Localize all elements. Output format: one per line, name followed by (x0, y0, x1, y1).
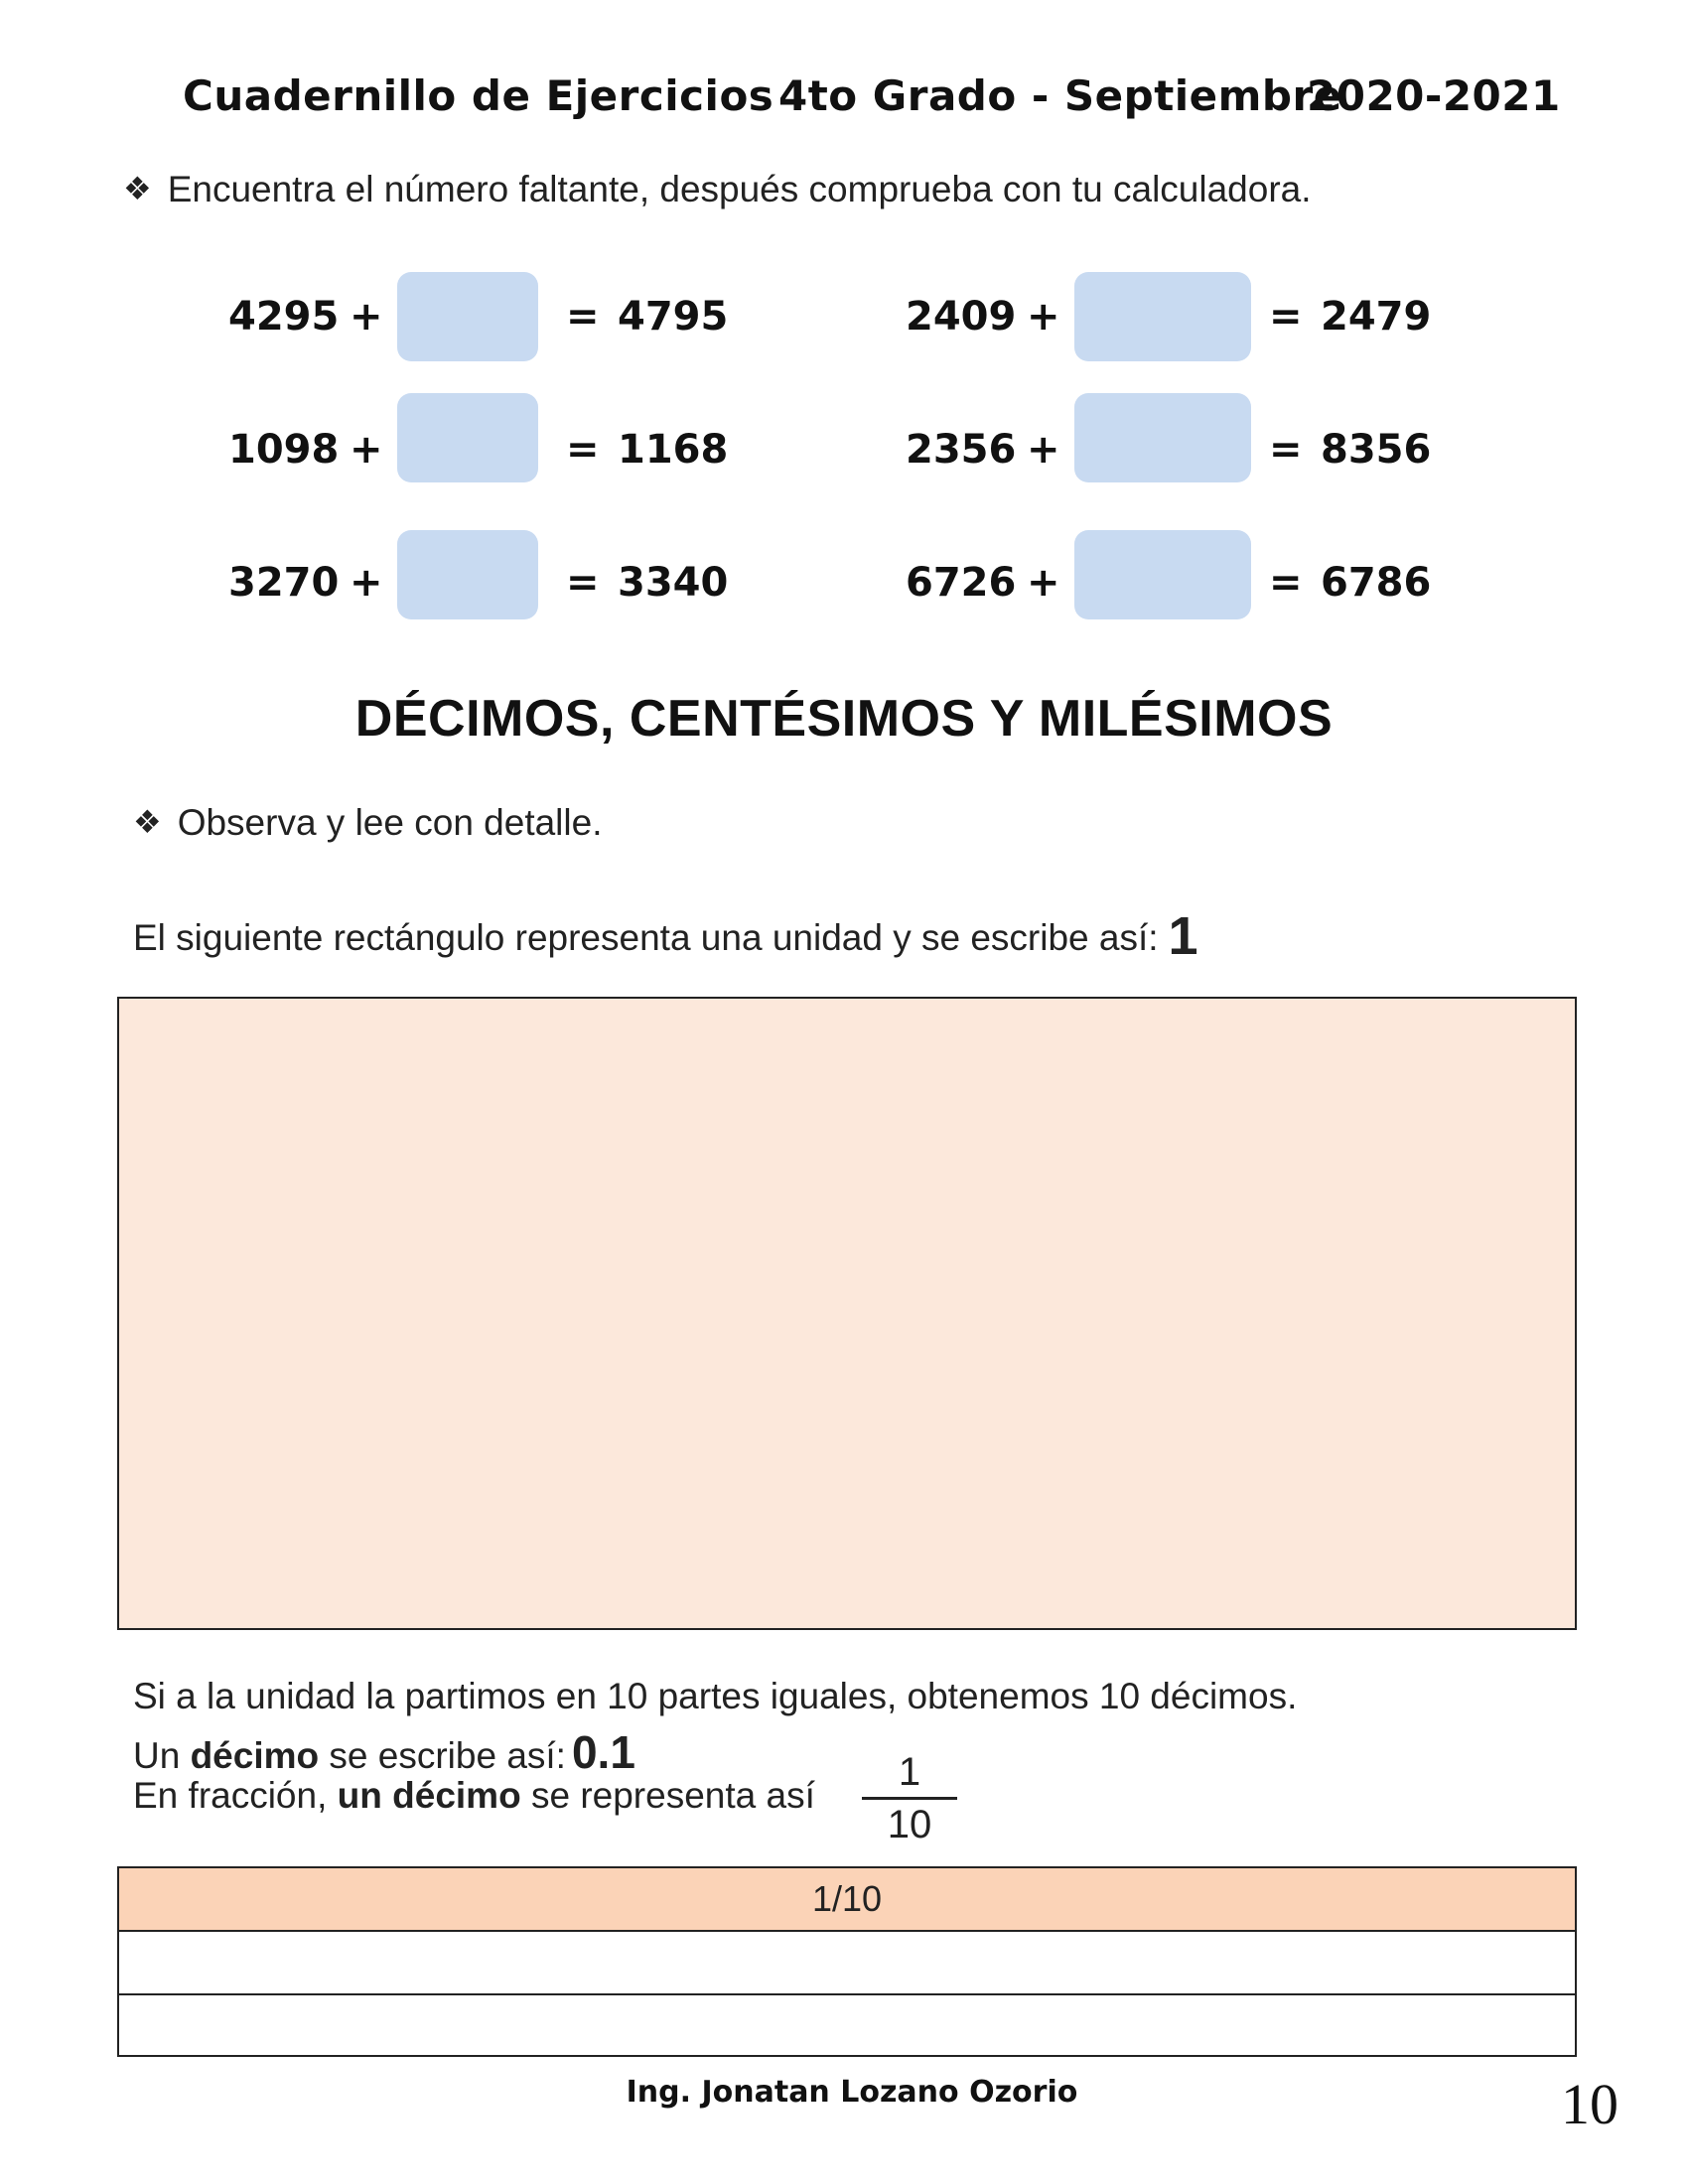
fraction-numerator: 1 (898, 1750, 921, 1794)
page-number: 10 (1561, 2072, 1618, 2136)
eq-equals: = (1269, 294, 1303, 340)
eq-equals: = (566, 560, 600, 606)
eq-result: 1168 (618, 427, 729, 473)
eq-equals: = (566, 427, 600, 473)
answer-box[interactable] (397, 393, 538, 482)
table-row-empty (119, 1932, 1575, 1995)
fraction-pre: En fracción, (133, 1775, 338, 1816)
fraction-paragraph (133, 1775, 815, 1817)
table-row-empty (119, 1995, 1575, 2057)
tenths-table (117, 1866, 1577, 2057)
eq-equals: = (1269, 560, 1303, 606)
exercise-instruction (123, 169, 1312, 210)
eq-result: 2479 (1321, 294, 1432, 340)
header-grade: 4to Grado - Septiembre (778, 71, 1342, 120)
instruction-text: Encuentra el número faltante, después comprueba con tu calculadora. (167, 169, 1312, 209)
fraction-denominator: 10 (887, 1803, 932, 1846)
eq-addend: 6726 (906, 560, 1017, 606)
footer-author: Ing. Jonatan Lozano Ozorio (626, 2075, 1078, 2110)
eq-plus: + (1027, 427, 1060, 473)
fraction-post: se representa así (520, 1775, 815, 1816)
decimal-bold: décimo (190, 1735, 320, 1776)
answer-box[interactable] (397, 530, 538, 619)
eq-plus: + (1027, 560, 1060, 606)
header-title: Cuadernillo de Ejercicios (183, 71, 774, 120)
eq-plus: + (350, 560, 383, 606)
eq-result: 3340 (618, 560, 729, 606)
section-title: DÉCIMOS, CENTÉSIMOS Y MILÉSIMOS (354, 690, 1334, 748)
decimal-post: se escribe así: (319, 1735, 566, 1776)
unit-value: 1 (1168, 906, 1198, 966)
fraction-bar (862, 1797, 957, 1800)
eq-addend: 2409 (906, 294, 1017, 340)
eq-addend: 1098 (228, 427, 340, 473)
eq-addend: 2356 (906, 427, 1017, 473)
unit-text: El siguiente rectángulo representa una unidad y se escribe así: (133, 917, 1159, 958)
observe-instruction (133, 802, 602, 844)
table-row-tenth: 1/10 (119, 1868, 1575, 1932)
diamond-bullet-icon: ❖ (133, 804, 162, 840)
decimal-value: 0.1 (571, 1726, 635, 1778)
eq-addend: 4295 (228, 294, 340, 340)
answer-box[interactable] (1074, 272, 1251, 361)
eq-result: 8356 (1321, 427, 1432, 473)
answer-box[interactable] (397, 272, 538, 361)
decimal-paragraph (133, 1725, 635, 1779)
answer-box[interactable] (1074, 530, 1251, 619)
split-paragraph: Si a la unidad la partimos en 10 partes iguales, obtenemos 10 décimos. (133, 1676, 1298, 1716)
eq-result: 4795 (618, 294, 729, 340)
diamond-bullet-icon: ❖ (123, 171, 152, 206)
eq-plus: + (350, 427, 383, 473)
unit-paragraph (133, 901, 1198, 966)
fraction-bold: un décimo (337, 1775, 521, 1816)
observe-text: Observa y lee con detalle. (177, 802, 603, 843)
answer-box[interactable] (1074, 393, 1251, 482)
fraction-one-tenth (862, 1749, 957, 1847)
eq-plus: + (350, 294, 383, 340)
eq-result: 6786 (1321, 560, 1432, 606)
eq-plus: + (1027, 294, 1060, 340)
header-year: 2020-2021 (1307, 71, 1561, 120)
eq-equals: = (566, 294, 600, 340)
unit-rectangle (117, 997, 1577, 1630)
eq-addend: 3270 (228, 560, 340, 606)
decimal-pre: Un (133, 1735, 191, 1776)
page-header (0, 71, 1688, 131)
eq-equals: = (1269, 427, 1303, 473)
